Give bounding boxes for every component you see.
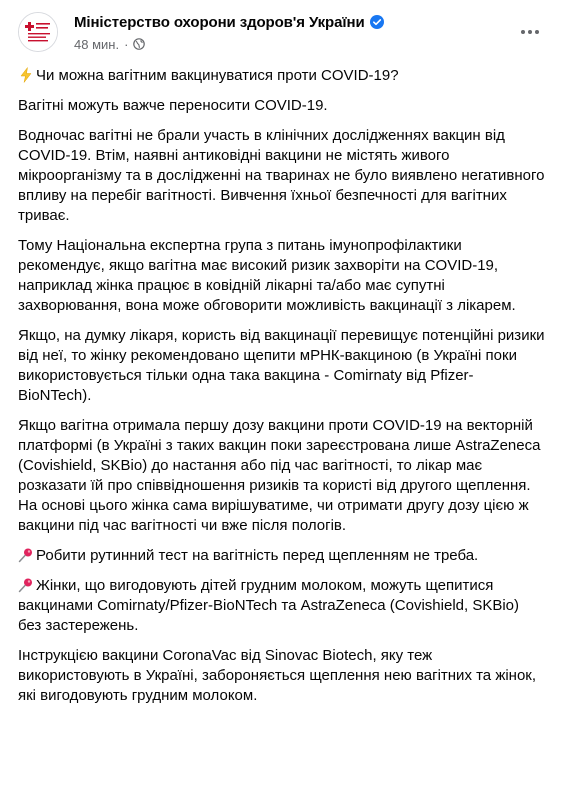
post-paragraph — [18, 546, 546, 566]
page-name-row — [74, 12, 384, 32]
more-options-icon[interactable] — [518, 20, 542, 44]
post-paragraph-text: Жінки, що вигодовують дітей грудним молоком, можуть щепитися вакцинами Comirnaty/Pfizer-BioNTech та AstraZeneca (Covishield, SKBio) без застережень. — [18, 577, 520, 634]
post-paragraph: Вагітні можуть важче переносити COVID-19. — [18, 97, 328, 114]
post-paragraph-text: Робити рутинний тест на вагітність перед щепленням не треба. — [36, 547, 479, 564]
post-header — [18, 12, 548, 58]
post-paragraph — [18, 576, 546, 636]
page-avatar[interactable] — [18, 12, 58, 52]
lightning-emoji-icon — [18, 67, 34, 83]
pushpin-emoji-icon — [18, 547, 34, 563]
post-paragraph: Якщо, на думку лікаря, користь від вакцинації перевищує потенційні ризики від неї, то жінку рекомендовано щепити мРНК-вакциною (в Україні поки використовується тільки одна така вакцина - Comirnaty від Pfizer-BioNTech). — [18, 327, 545, 404]
post-body — [18, 66, 546, 716]
post-paragraph — [18, 66, 546, 86]
ministry-logo — [19, 13, 57, 51]
post-paragraph: Водночас вагітні не брали участь в клінічних дослідженнях вакцин від COVID-19. Втім, наявні антиковідні вакцини не містять живого мікроорганізму та в дослідженні на тваринах не було виявлено негативного впливу на перебіг вагітності. Вивчення їхньої безпечності для вагітних триває. — [18, 127, 545, 224]
post-paragraph-text: Чи можна вагітним вакцинуватися проти COVID-19? — [36, 67, 399, 84]
post-meta — [74, 36, 145, 52]
globe-icon[interactable] — [133, 38, 145, 50]
post-paragraph: Інструкцією вакцини CoronaVac від Sinovac Biotech, яку теж використовують в Україні, забороняється щеплення нею вагітних та жінок, які вигодовують грудним молоком. — [18, 647, 537, 704]
post-timestamp[interactable]: 48 мин. — [74, 36, 120, 52]
verified-badge-icon — [370, 15, 384, 29]
post-paragraph: Якщо вагітна отримала першу дозу вакцини проти COVID-19 на векторній платформі (в Україні з таких вакцин поки зареєстрована лише AstraZeneca (Covishield, SKBio) до настання або під час вагітності, то лікар має розказати їй про співвідношення ризиків та користі від другого щеплення. На основі цього жінка сама вирішуватиме, чи отримати другу дозу цією ж вакцини під час вагітності чи вже після пологів. — [18, 417, 541, 534]
post-paragraph: Тому Національна експертна група з питань імунопрофілактики рекомендує, якщо вагітна має високий ризик захворіти на COVID-19, наприклад жінка працює в ковідній лікарні та/або має супутні захворювання, вона може обговорити можливість вакцинації з лікарем. — [18, 237, 516, 314]
meta-separator: · — [124, 36, 129, 52]
page-name[interactable]: Міністерство охорони здоров'я України — [74, 13, 365, 31]
pushpin-emoji-icon — [18, 577, 34, 593]
